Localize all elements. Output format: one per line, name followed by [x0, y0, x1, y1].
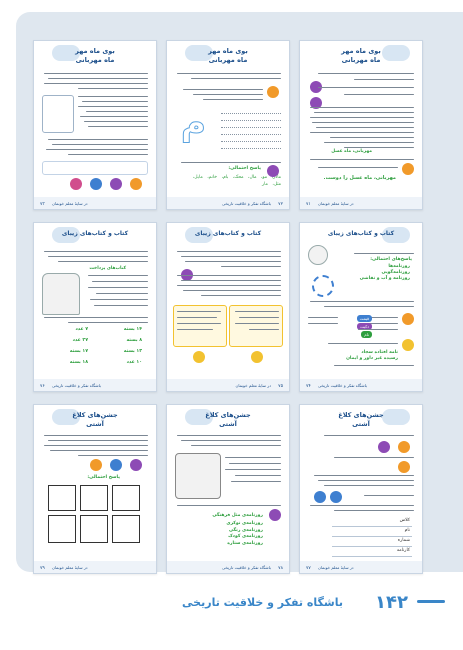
- page-75: [166, 222, 290, 392]
- orange-icon: [398, 461, 410, 473]
- page-number: ۷۴: [306, 384, 311, 389]
- book-footer-title: باشگاه تفکر و خلاقیت تاریخی: [182, 596, 343, 609]
- pink-icon: [70, 178, 82, 190]
- yellow-icon: [251, 351, 263, 363]
- class-table: [332, 517, 412, 557]
- green-head: روزنامه‌ی مثل فرهنگی: [212, 513, 263, 518]
- page-number: ۷۳: [40, 202, 45, 207]
- page-title: بوی ماه مهر ماه مهربانی: [175, 47, 281, 67]
- girl-illustration: [42, 273, 80, 315]
- page-title: جشن‌های کلاغ آشتی: [175, 411, 281, 431]
- page-71: [299, 40, 423, 210]
- footer-text: در سایهٔ معلم خوبمان: [318, 201, 354, 206]
- boy-illustration: [308, 245, 328, 265]
- blue-icon: [90, 178, 102, 190]
- cloud-decoration: [382, 409, 410, 425]
- footer-text: در سایهٔ معلم خوبمان: [52, 565, 88, 570]
- answer-head: پاسخ‌های احتمالی:: [370, 257, 412, 262]
- green-item: روزنامه‌ی کودک: [228, 534, 263, 539]
- green-item: روزنامه‌ی رنگی: [228, 527, 263, 533]
- letter-outline: م: [181, 103, 206, 143]
- footer-rule: [417, 600, 445, 603]
- table-row: [332, 517, 412, 527]
- stats-list: [44, 327, 148, 375]
- stat-value: ۱۰ عدد: [126, 360, 142, 365]
- green-list: [340, 264, 410, 282]
- footer-text: در سایهٔ معلم خوبمان: [52, 201, 88, 206]
- bottom-green: [318, 350, 398, 362]
- table-row: [332, 547, 412, 557]
- orange-icon: [402, 163, 414, 175]
- blue-icon: [314, 491, 326, 503]
- table-row: [332, 537, 412, 547]
- table-cell: کلاس: [399, 518, 410, 523]
- answer-highlight: مهربانی، ماه عسل را دوست.: [323, 175, 396, 181]
- answer-word: مار: [261, 182, 268, 187]
- green-item: روزنامه‌گویی: [381, 270, 410, 275]
- green-item: نامه افتاده سجاد: [361, 350, 398, 355]
- book-footer: [0, 590, 463, 618]
- yellow-icon: [193, 351, 205, 363]
- page-78: [166, 404, 290, 574]
- page-title: جشن‌های کلاغ آشتی: [42, 411, 148, 431]
- purple-icon: [130, 459, 142, 471]
- page-title: بوی ماه مهر ماه مهربانی: [308, 47, 414, 67]
- footer-text: در سایهٔ معلم خوبمان: [235, 383, 271, 388]
- cloud-decoration: [382, 45, 410, 61]
- footer-text: در سایهٔ معلم خوبمان: [318, 565, 354, 570]
- blue-icon: [330, 491, 342, 503]
- stat-value: ۲۷ عدد: [72, 338, 88, 343]
- page-number: ۷۷: [306, 566, 311, 571]
- book-page-number: ۱۴۲: [375, 592, 408, 613]
- green-item: روزنامه‌ها: [388, 264, 410, 269]
- stat-value: ۷ عدد: [75, 327, 88, 332]
- orange-icon: [130, 178, 142, 190]
- table-cell: کارنامه: [396, 548, 410, 553]
- page-number: ۷۵: [278, 384, 283, 389]
- page-79: [33, 404, 157, 574]
- stat-value: ۱۸ بسته: [69, 360, 88, 365]
- page-77: [299, 404, 423, 574]
- highlight-text: کتاب‌های پرداخت: [89, 266, 126, 271]
- page-number: ۷۹: [40, 566, 45, 571]
- side-box: [42, 95, 74, 133]
- letters-box: [42, 161, 148, 175]
- answer-word: مایل،: [192, 175, 203, 180]
- green-item: رسیده غیر داور و ایمان: [346, 356, 398, 361]
- answer-label: پاسخ احتمالی:: [228, 166, 261, 171]
- orange-icon: [402, 313, 414, 325]
- answer-word: مثل،: [267, 182, 281, 187]
- answer-word: محک،: [228, 175, 244, 180]
- page-76: [33, 222, 157, 392]
- green-list: [183, 521, 263, 547]
- page-72: [166, 40, 290, 210]
- page-title: بوی ماه مهر ماه مهربانی: [42, 47, 148, 67]
- answer-word: بام،: [217, 175, 229, 180]
- page-title: کتاب و کتاب‌های زیبای: [175, 229, 281, 249]
- answer-word: مادر،: [267, 175, 281, 180]
- footer-text: باشگاه تفکر و خلاقیت تاریخی: [318, 383, 367, 388]
- green-item: روزنامه‌ی نوکری: [226, 521, 263, 526]
- purple-icon: [110, 178, 122, 190]
- answer-word: خانم،: [202, 175, 218, 180]
- page-number: ۷۶: [40, 384, 45, 389]
- orange-icon: [90, 459, 102, 471]
- stat-value: ۸ بسته: [126, 338, 142, 343]
- stat-value: ۱۷ بسته: [69, 349, 88, 354]
- page-title: جشن‌های کلاغ آشتی: [308, 411, 414, 431]
- orange-icon: [398, 441, 410, 453]
- footer-text: باشگاه تفکر و خلاقیت تاریخی: [222, 565, 271, 570]
- cartoon-illustration: [175, 453, 221, 499]
- chip: قیمت: [357, 315, 372, 322]
- page-title: کتاب و کتاب‌های زیبای: [42, 229, 148, 249]
- page-title: کتاب و کتاب‌های زیبای: [308, 229, 414, 249]
- highlight-text: مهربانی، ماه عسل: [331, 149, 372, 154]
- footer-text: باشگاه تفکر و خلاقیت تاریخی: [52, 383, 101, 388]
- answer-label: پاسخ احتمالی:: [87, 475, 120, 480]
- chip: دکیت: [357, 323, 372, 330]
- table-row: [332, 527, 412, 537]
- floor-plan: [48, 485, 140, 545]
- stat-value: ۱۳ بسته: [123, 349, 142, 354]
- answer-word: مال،: [243, 175, 257, 180]
- green-item: روزنامه‌ی ستاره: [227, 540, 263, 546]
- footer-text: باشگاه تفکر و خلاقیت تاریخی: [222, 201, 271, 206]
- answer-word: مو،: [256, 175, 268, 180]
- page-number: ۷۸: [278, 566, 283, 571]
- table-cell: شماره: [397, 538, 410, 543]
- answer-words: [181, 174, 281, 188]
- page-74: [299, 222, 423, 392]
- page-number: ۷۲: [278, 202, 283, 207]
- blue-icon: [110, 459, 122, 471]
- purple-icon: [269, 509, 281, 521]
- page-number: ۷۱: [306, 202, 311, 207]
- chip-list: [342, 315, 372, 339]
- purple-icon: [378, 441, 390, 453]
- table-cell: نام: [404, 528, 410, 533]
- orange-icon: [267, 86, 279, 98]
- stat-value: ۱۴ بسته: [123, 327, 142, 332]
- yellow-icon: [402, 339, 414, 351]
- gear-icon: [312, 275, 334, 297]
- chip: نام: [361, 331, 372, 338]
- page-73: [33, 40, 157, 210]
- green-item: روزنامه و آب و نقاشی: [359, 276, 410, 281]
